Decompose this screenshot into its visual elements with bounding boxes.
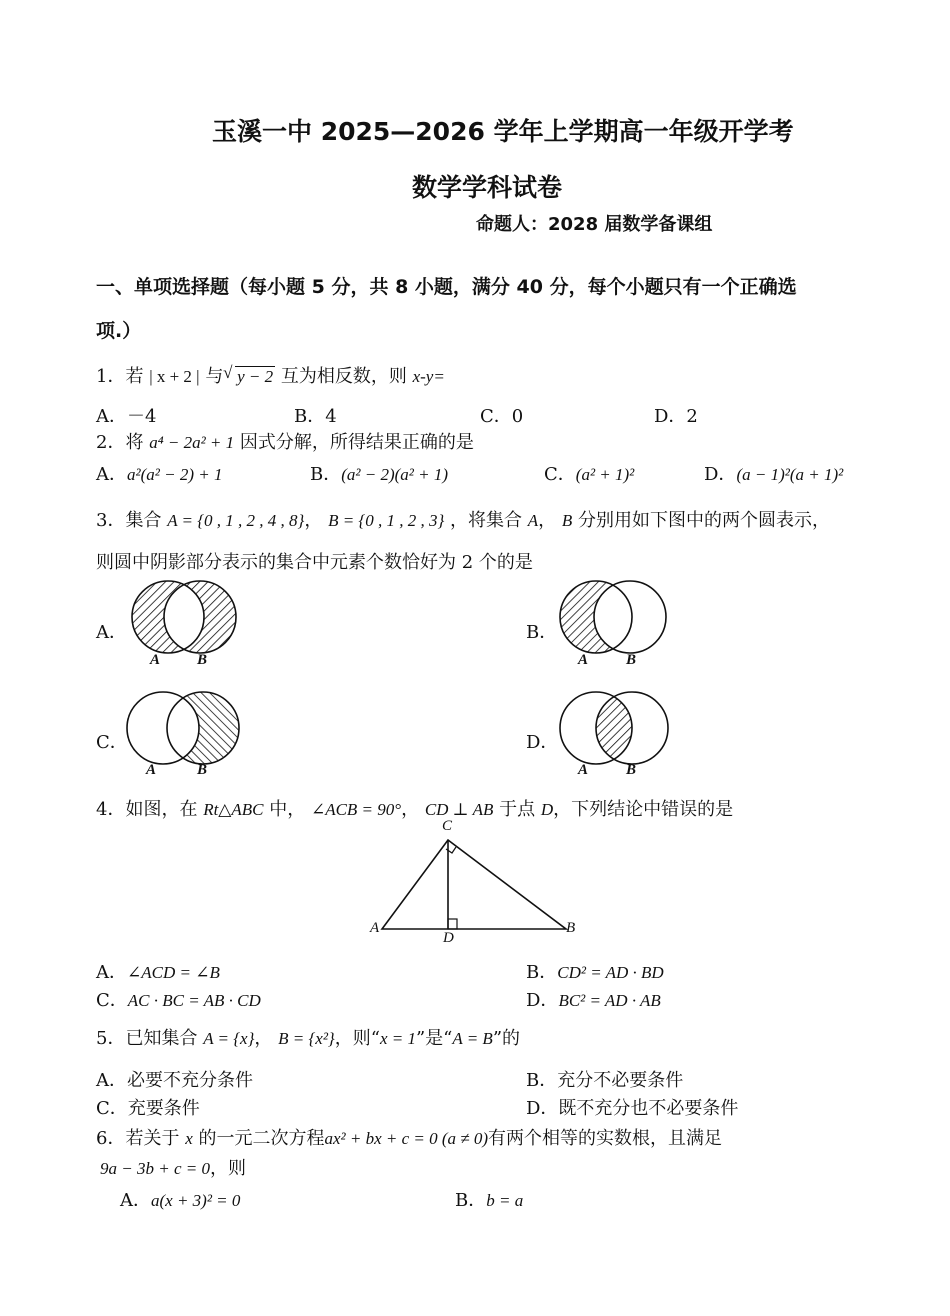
q1-option-d[interactable]: D．2 [654, 406, 698, 427]
venn-option-b [560, 581, 666, 653]
q4-option-d[interactable]: D．BC² = AD · AB [526, 990, 661, 1011]
venn-option-d [560, 692, 668, 764]
venn-b-label-b: B [626, 652, 637, 668]
q4-triangle: Rt△ABC [203, 800, 264, 819]
venn-c-label-b: B [197, 762, 208, 778]
q5-set-b: B = {x²} [278, 1029, 335, 1048]
q1-tail: 互为相反数，则 [280, 366, 407, 387]
question-6: 6．若关于 x 的一元二次方程ax² + bx + c = 0 (a ≠ 0)有两个相等的实数根，且满足 [96, 1128, 723, 1149]
q1-option-a[interactable]: A．－4 [96, 406, 157, 427]
q4-angle: ∠ACB = 90° [310, 800, 402, 819]
q1-option-b[interactable]: B．4 [294, 406, 337, 427]
q5-set-a: A = {x} [203, 1029, 255, 1048]
venn-d-label-a: A [578, 762, 589, 778]
q4-option-a[interactable]: A．∠ACD = ∠B [96, 962, 220, 983]
q2-option-b[interactable]: B．(a² − 2)(a² + 1) [310, 464, 449, 485]
q6-option-a[interactable]: A．a(x + 3)² = 0 [120, 1190, 241, 1211]
section-heading-cont: 项.） [96, 320, 142, 342]
q1-lead: 1．若 [96, 366, 144, 387]
q2-option-d[interactable]: D．(a − 1)²(a + 1)² [704, 464, 844, 485]
triangle-label-a: A [370, 920, 380, 936]
q1-abs: | x + 2 | [149, 367, 200, 386]
question-3: 3．集合 A = {0 , 1 , 2 , 4 , 8}， B = {0 , 1 , 2 , 3} ，将集合 A， B 分别用如下图中的两个圆表示， [96, 510, 830, 531]
section-heading: 一、单项选择题（每小题 5 分，共 8 小题，满分 40 分，每个小题只有一个正确选 [96, 276, 797, 298]
venn-a-label-a: A [150, 652, 161, 668]
q3-line2: 则圆中阴影部分表示的集合中元素个数恰好为 2 个的是 [96, 552, 533, 573]
venn-c-label-a: A [146, 762, 157, 778]
q5-option-b[interactable]: B．充分不必要条件 [526, 1070, 684, 1091]
venn-option-a [132, 581, 236, 653]
venn-option-c [127, 692, 239, 764]
right-angle-d [448, 919, 457, 929]
triangle-label-c: C [442, 818, 453, 834]
q3-set-b: B = {0 , 1 , 2 , 3} [328, 511, 445, 530]
q3-option-c[interactable]: C． [96, 732, 128, 753]
q5-option-d[interactable]: D．既不充分也不必要条件 [526, 1098, 739, 1119]
exam-title: 玉溪一中 2025—2026 学年上学期高一年级开学考 [212, 117, 794, 146]
q2-poly: a⁴ − 2a² + 1 [149, 433, 235, 452]
q1-sqrt: √ y − 2 [223, 363, 274, 386]
q4-option-b[interactable]: B．CD² = AD · BD [526, 962, 664, 983]
q2-option-c[interactable]: C．(a² + 1)² [544, 464, 635, 485]
triangle-label-b: B [566, 920, 576, 936]
q4-perp: CD ⊥ AB [424, 800, 494, 819]
q3-set-a: A = {0 , 1 , 2 , 4 , 8} [167, 511, 305, 530]
triangle-label-d: D [443, 930, 454, 946]
q5-option-c[interactable]: C．充要条件 [96, 1098, 200, 1119]
q6-equation: ax² + bx + c = 0 (a ≠ 0) [324, 1129, 489, 1148]
q1-expr: x-y= [412, 367, 445, 386]
q1-option-c[interactable]: C．0 [480, 406, 524, 427]
question-4: 4．如图，在 Rt△ABC 中， ∠ACB = 90°， CD ⊥ AB 于点 D，下列结论中错误的是 [96, 799, 734, 820]
q2-lead: 2．将 [96, 432, 144, 453]
q2-tail: 因式分解，所得结果正确的是 [239, 432, 474, 453]
venn-a-label-b: B [197, 652, 208, 668]
q3-option-b[interactable]: B． [526, 622, 558, 643]
exam-author: 命题人：2028 届数学备课组 [476, 214, 713, 235]
venn-d-label-b: B [626, 762, 637, 778]
q6-condition: 9a − 3b + c = 0，则 [100, 1158, 246, 1179]
q1-mid: 与 [205, 366, 224, 387]
q4-option-c[interactable]: C．AC · BC = AB · CD [96, 990, 261, 1011]
q6-option-b[interactable]: B．b = a [455, 1190, 524, 1211]
q2-option-a[interactable]: A．a²(a² − 2) + 1 [96, 464, 223, 485]
q5-option-a[interactable]: A．必要不充分条件 [96, 1070, 253, 1091]
question-5: 5．已知集合 A = {x}， B = {x²}，则“x = 1”是“A = B”的 [96, 1028, 521, 1049]
q3-option-a[interactable]: A． [96, 622, 127, 643]
q3-option-d[interactable]: D． [526, 732, 559, 753]
triangle-figure [360, 820, 590, 950]
exam-subtitle: 数学学科试卷 [412, 173, 563, 202]
venn-b-label-a: A [578, 652, 589, 668]
triangle-abc [382, 840, 566, 929]
